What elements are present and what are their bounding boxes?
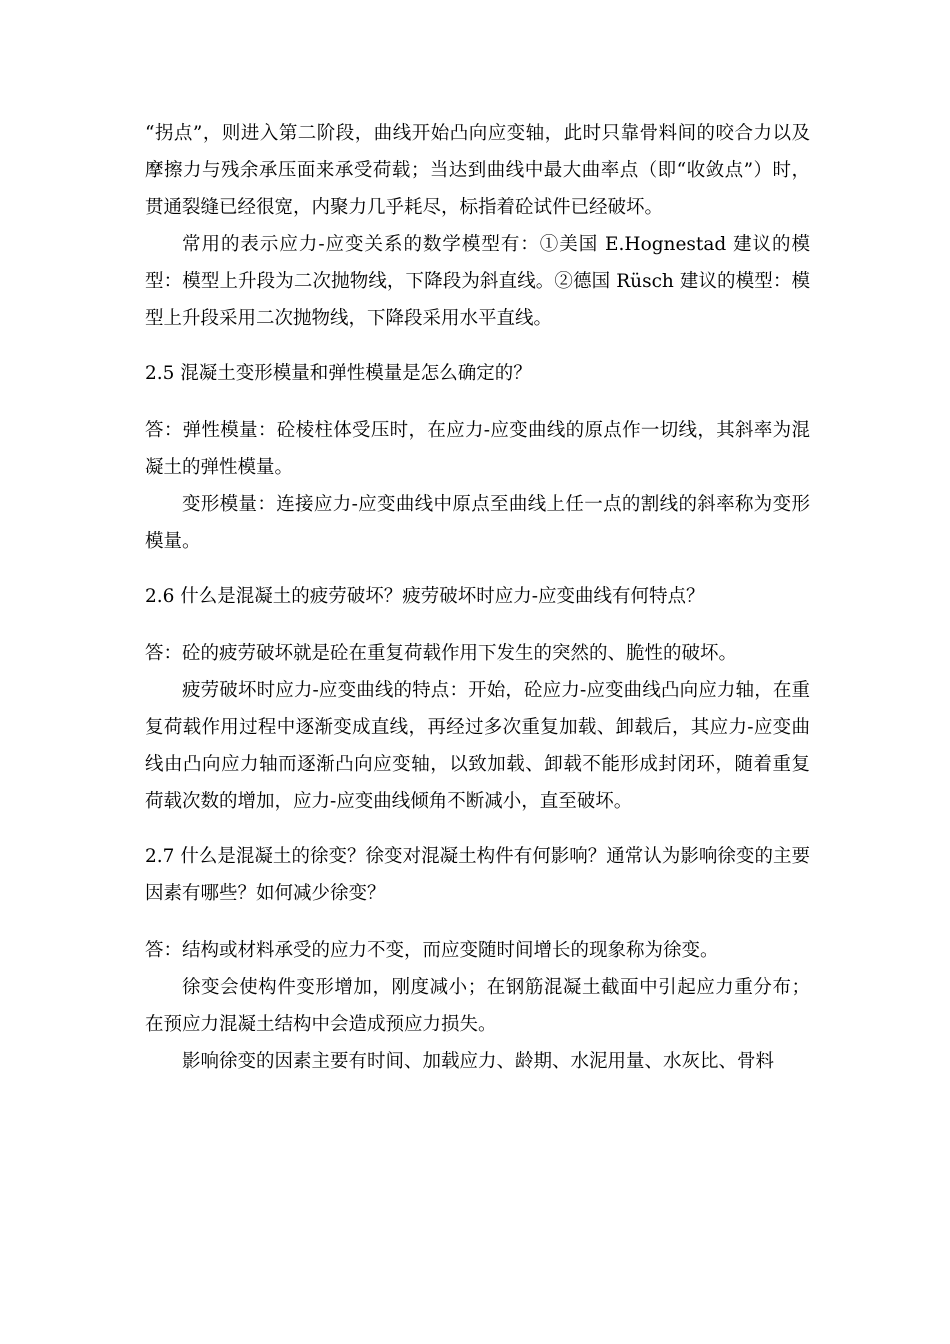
- question-2-6: 2.6 什么是混凝土的疲劳破坏？疲劳破坏时应力-应变曲线有何特点？: [145, 586, 705, 607]
- answer-2-5-paragraph-2: 变形模量：连接应力-应变曲线中原点至曲线上任一点的割线的斜率称为变形模量。: [145, 494, 810, 552]
- answer-2-5-paragraph-1: 答：弹性模量：砼棱柱体受压时，在应力-应变曲线的原点作一切线，其斜率为混凝土的弹性模量。: [145, 420, 810, 478]
- intro-paragraph-2: 常用的表示应力-应变关系的数学模型有：①美国 E.Hognestad 建议的模型：模型上升段为二次抛物线，下降段为斜直线。②德国 Rüsch 建议的模型：模型上升段采用二次抛物线，下降段采用水平直线。: [145, 234, 810, 329]
- answer-2-7-paragraph-2: 徐变会使构件变形增加，刚度减小；在钢筋混凝土截面中引起应力重分布；在预应力混凝土结构中会造成预应力损失。: [145, 977, 810, 1035]
- document-body: [145, 115, 810, 1080]
- spacer: [145, 820, 810, 838]
- answer-2-7-paragraph-3: 影响徐变的因素主要有时间、加载应力、龄期、水泥用量、水灰比、骨料: [182, 1051, 775, 1072]
- answer-2-6-paragraph-1: 答：砼的疲劳破坏就是砼在重复荷载作用下发生的突然的、脆性的破坏。: [145, 643, 738, 664]
- spacer: [145, 560, 810, 578]
- question-2-7: 2.7 什么是混凝土的徐变？徐变对混凝土构件有何影响？通常认为影响徐变的主要因素有哪些？如何减少徐变？: [145, 846, 810, 904]
- question-2-5: 2.5 混凝土变形模量和弹性模量是怎么确定的？: [145, 363, 532, 384]
- spacer: [145, 912, 810, 932]
- spacer: [145, 615, 810, 635]
- answer-2-6-paragraph-2: 疲劳破坏时应力-应变曲线的特点：开始，砼应力-应变曲线凸向应力轴，在重复荷载作用过程中逐渐变成直线，再经过多次重复加载、卸载后，其应力-应变曲线由凸向应力轴而逐渐凸向应变轴，以致加载、卸载不能形成封闭环，随着重复荷载次数的增加，应力-应变曲线倾角不断减小，直至破坏。: [145, 680, 810, 812]
- answer-2-7-paragraph-1: 答：结构或材料承受的应力不变，而应变随时间增长的现象称为徐变。: [145, 940, 719, 961]
- spacer: [145, 392, 810, 412]
- intro-paragraph-1: “拐点”，则进入第二阶段，曲线开始凸向应变轴，此时只靠骨料间的咬合力以及摩擦力与残余承压面来承受荷载；当达到曲线中最大曲率点（即“收敛点”）时，贯通裂缝已经很宽，内聚力几乎耗尽，标指着砼试件已经破坏。: [145, 123, 810, 218]
- spacer: [145, 337, 810, 355]
